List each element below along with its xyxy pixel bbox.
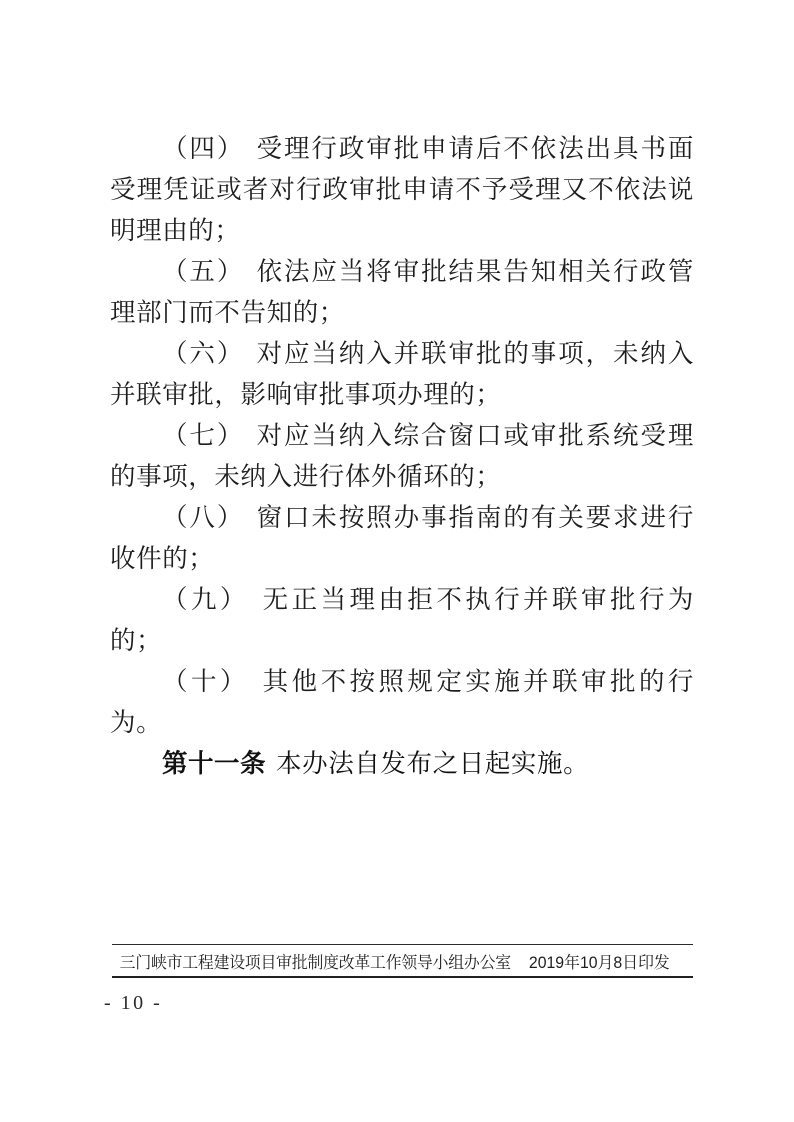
clause-item [110,579,694,661]
clause-text: 对应当纳入并联审批的事项，未纳入并联审批，影响审批事项办理的； [110,339,694,409]
footer-content [112,945,670,976]
clause-item [110,251,694,333]
clause-marker: （五） [162,257,245,286]
clause-text: 受理行政审批申请后不依法出具书面受理凭证或者对行政审批申请不予受理又不依法说明理由的； [110,134,694,245]
clause-item [110,497,694,579]
clause-marker: （七） [162,421,245,450]
page-number: - 10 - [104,992,163,1014]
clause-text: 窗口未按照办事指南的有关要求进行收件的； [110,503,694,573]
footer-issue-date: 2019年10月8日印发 [528,954,670,972]
document-body [110,128,694,784]
clause-marker: （八） [162,503,245,532]
clause-text: 对应当纳入综合窗口或审批系统受理的事项，未纳入进行体外循环的； [110,421,694,491]
clause-marker: （六） [162,339,245,368]
clause-text: 其他不按照规定实施并联审批的行为。 [110,667,694,737]
clause-marker: （九） [162,585,249,614]
article-paragraph [110,743,694,784]
article-number: 第十一条 [162,749,267,778]
clause-marker: （十） [162,667,249,696]
clause-text: 无正当理由拒不执行并联审批行为的； [110,585,694,655]
clause-text: 依法应当将审批结果告知相关行政管理部门而不告知的； [110,257,694,327]
clause-item [110,415,694,497]
article-text: 本办法自发布之日起实施。 [276,749,590,778]
footer-office-name: 三门峡市工程建设项目审批制度改革工作领导小组办公室 [119,954,511,972]
page-footer [112,944,693,978]
clause-item [110,333,694,415]
clause-marker: （四） [162,134,245,163]
clause-item [110,661,694,743]
footer-rule-bottom [112,976,693,978]
clause-item [110,128,694,251]
